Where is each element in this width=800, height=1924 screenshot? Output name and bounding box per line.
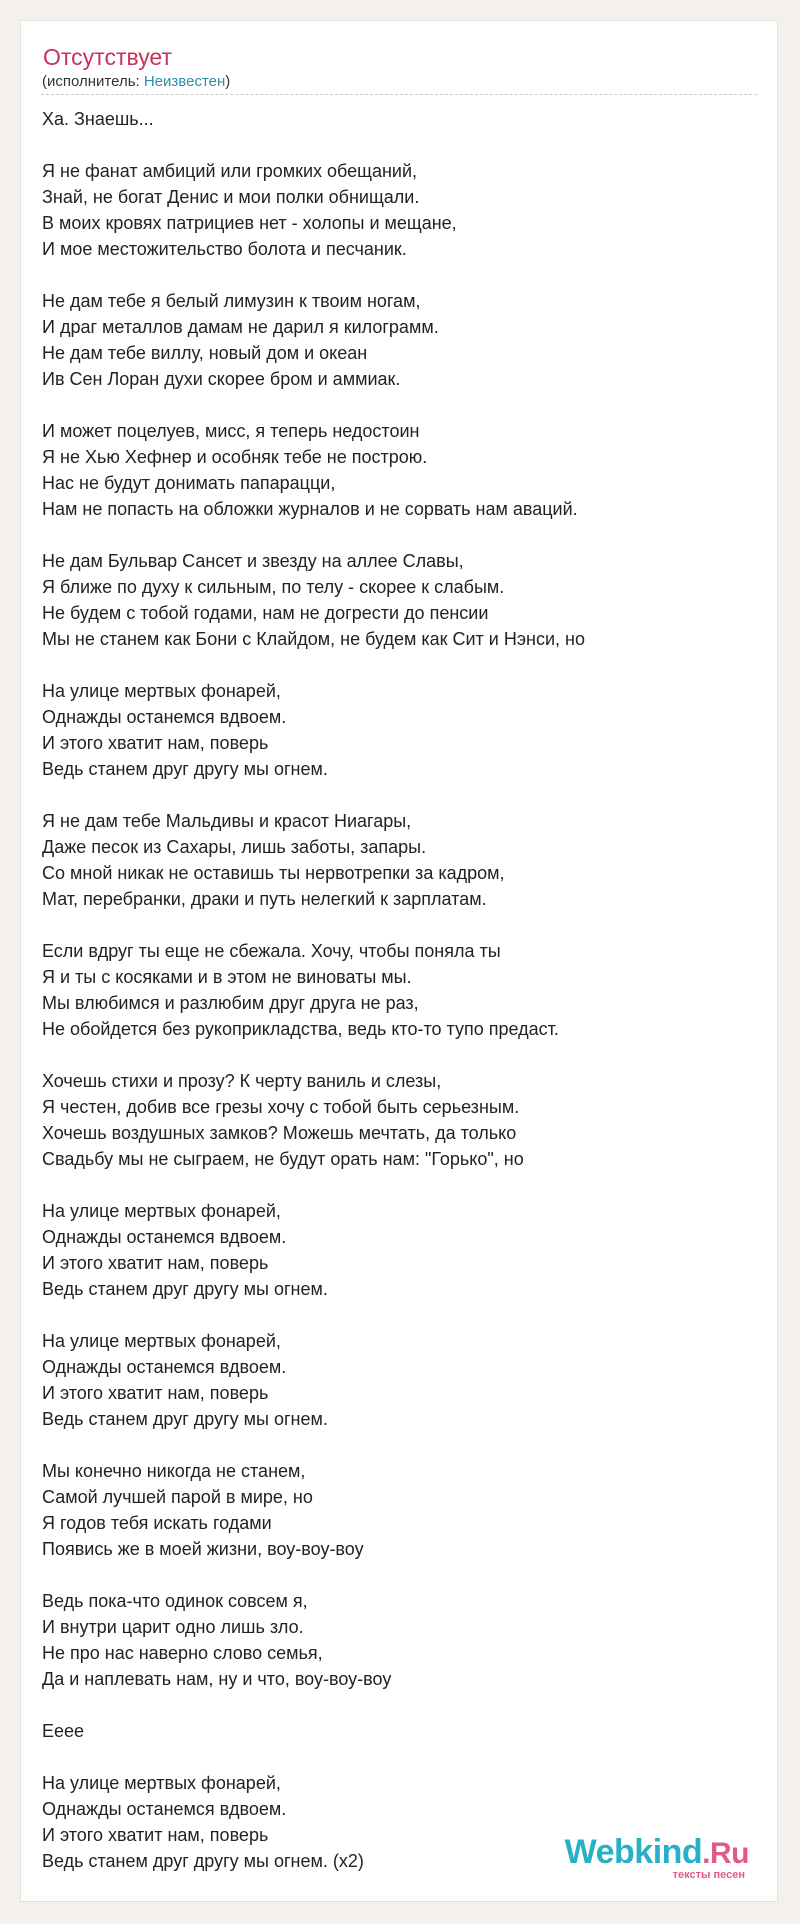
page-card: [20, 20, 778, 1902]
logo-tagline: тексты песен: [672, 1869, 745, 1881]
artist-suffix: ): [225, 73, 231, 90]
song-title: Отсутствует: [43, 44, 172, 70]
logo-word: Webkind: [564, 1833, 703, 1871]
artist-link[interactable]: Неизвестен: [143, 73, 226, 90]
logo-wordmark: [565, 1833, 749, 1873]
artist-line: [42, 73, 230, 91]
divider: [41, 94, 757, 95]
logo-tld: .Ru: [702, 1837, 749, 1870]
artist-prefix: (исполнитель:: [42, 73, 144, 90]
lyrics-text: Ха. Знаешь... Я не фанат амбиций или громких обещаний, Знай, не богат Денис и мои полки обнищали. В моих кровях патрициев нет - холопы и мещане, И мое местожительство болота и песчаник. Не дам тебе я белый лимузин к твоим ногам, И драг металлов дамам не дарил я килограмм. Не дам тебе виллу, новый дом и океан Ив Сен Лоран духи скорее бром и аммиак. И может поцелуев, мисс, я теперь недостоин Я не Хью Хефнер и особняк тебе не построю. Нас не будут донимать папарацци, Нам не попасть на обложки журналов и не сорвать нам аваций. Не дам Бульвар Сансет и звезду на аллее Славы, Я ближе по духу к сильным, по телу - скорее к слабым. Не будем с тобой годами, нам не догрести до пенсии Мы не станем как Бони с Клайдом, не будем как Сит и Нэнси, но На улице мертвых фонарей, Однажды останемся вдвоем. И этого хватит нам, поверь Ведь станем друг другу мы огнем. Я не дам тебе Мальдивы и красот Ниагары, Даже песок из Сахары, лишь заботы, запары. Со мной никак не оставишь ты нервотрепки за кадром, Мат, перебранки, драки и путь нелегкий к зарплатам. Если вдруг ты еще не сбежала. Хочу, чтобы поняла ты Я и ты с косяками и в этом не виноваты мы. Мы влюбимся и разлюбим друг друга не раз, Не обойдется без рукоприкладства, ведь кто-то тупо предаст. Хочешь стихи и прозу? К черту ваниль и слезы, Я честен, добив все грезы хочу с тобой быть серьезным. Хочешь воздушных замков? Можешь мечтать, да только Свадьбу мы не сыграем, не будут орать нам: "Горько", но На улице мертвых фонарей, Однажды останемся вдвоем. И этого хватит нам, поверь Ведь станем друг другу мы огнем. На улице мертвых фонарей, Однажды останемся вдвоем. И этого хватит нам, поверь Ведь станем друг другу мы огнем. Мы конечно никогда не станем, Самой лучшей парой в мире, но Я годов тебя искать годами Появись же в моей жизни, воу-воу-воу Ведь пока-что одинок совсем я, И внутри царит одно лишь зло. Не про нас наверно слово семья, Да и наплевать нам, ну и что, воу-воу-воу Ееее На улице мертвых фонарей, Однажды останемся вдвоем. И этого хватит нам, поверь Ведь станем друг другу мы огнем. (x2): [42, 109, 585, 1871]
site-logo[interactable]: [559, 1833, 749, 1879]
